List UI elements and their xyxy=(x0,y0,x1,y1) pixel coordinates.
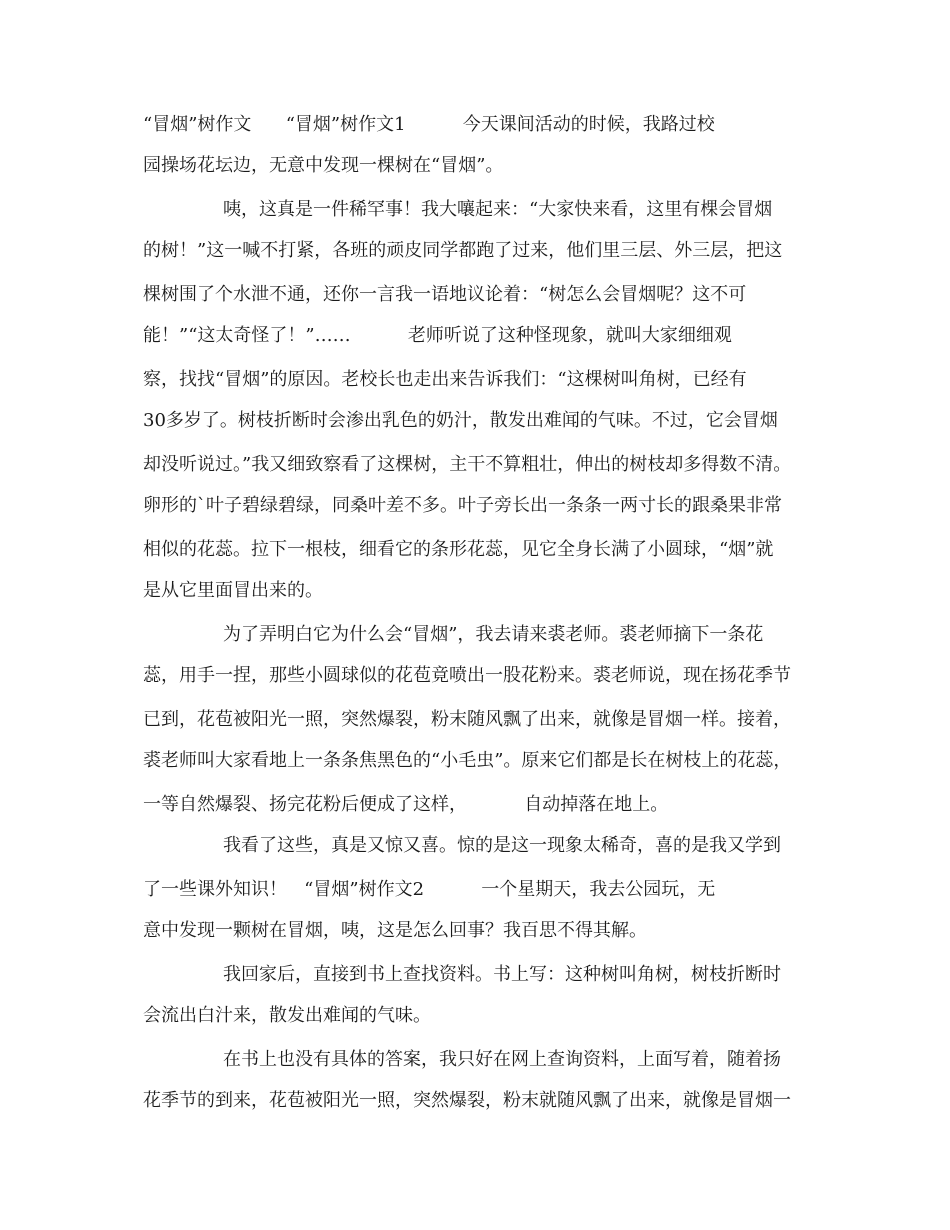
text-line: 了一些课外知识！ “冒烟”树作文2 一个星期天，我去公园玩，无 xyxy=(143,879,716,900)
text-line: 却没听说过。”我又细致察看了这棵树，主干不算粗壮，伸出的树枝却多得数不清。 xyxy=(143,454,792,475)
text-line: 能！”“这太奇怪了！”…… 老师听说了这种怪现象，就叫大家细细观 xyxy=(143,325,732,346)
text-line: 一等自然爆裂、扬完花粉后便成了这样， 自动掉落在地上。 xyxy=(143,794,669,815)
text-line: 棵树围了个水泄不通，还你一言我一语地议论着：“树怎么会冒烟呢？这不可 xyxy=(143,284,747,305)
text-line: 花季节的到来，花苞被阳光一照，突然爆裂，粉末就随风飘了出来，就像是冒烟一 xyxy=(143,1090,791,1111)
text-line: 会流出白汁来，散发出难闻的气味。 xyxy=(143,1005,431,1026)
text-line: 我回家后，直接到书上查找资料。书上写：这种树叫角树，树枝折断时 xyxy=(223,964,781,985)
text-line: 咦，这真是一件稀罕事！我大嚷起来：“大家快来看，这里有棵会冒烟 xyxy=(223,199,773,220)
text-line: 相似的花蕊。拉下一根枝，细看它的条形花蕊，见它全身长满了小圆球，“烟”就 xyxy=(143,539,774,560)
text-line: 在书上也没有具体的答案，我只好在网上查询资料，上面写着，随着扬 xyxy=(223,1049,781,1070)
text-line: 察，找找“冒烟”的原因。老校长也走出来告诉我们：“这棵树叫角树，已经有 xyxy=(143,369,747,390)
text-line: 30多岁了。树枝折断时会渗出乳色的奶汁，散发出难闻的气味。不过，它会冒烟 xyxy=(143,410,778,431)
text-line: 为了弄明白它为什么会“冒烟”，我去请来裘老师。裘老师摘下一条花 xyxy=(223,624,764,645)
text-line: 是从它里面冒出来的。 xyxy=(143,580,323,601)
text-line: “冒烟”树作文 “冒烟”树作文1 今天课间活动的时候，我路过校 xyxy=(143,114,715,135)
text-line: 的树！”这一喊不打紧，各班的顽皮同学都跑了过来，他们里三层、外三层，把这 xyxy=(143,240,783,261)
text-line: 园操场花坛边，无意中发现一棵树在“冒烟”。 xyxy=(143,155,504,176)
text-line: 裘老师叫大家看地上一条条焦黑色的“小毛虫”。原来它们都是长在树枝上的花蕊， xyxy=(143,750,792,771)
text-line: 已到，花苞被阳光一照，突然爆裂，粉末随风飘了出来，就像是冒烟一样。接着， xyxy=(143,709,791,730)
text-line: 蕊，用手一捏，那些小圆球似的花苞竟喷出一股花粉来。裘老师说，现在扬花季节 xyxy=(143,665,791,686)
text-line: 卵形的`叶子碧绿碧绿，同桑叶差不多。叶子旁长出一条条一两寸长的跟桑果非常 xyxy=(143,495,782,516)
text-line: 我看了这些，真是又惊又喜。惊的是这一现象太稀奇，喜的是我又学到 xyxy=(223,835,781,856)
text-line: 意中发现一颗树在冒烟，咦，这是怎么回事？我百思不得其解。 xyxy=(143,920,647,941)
